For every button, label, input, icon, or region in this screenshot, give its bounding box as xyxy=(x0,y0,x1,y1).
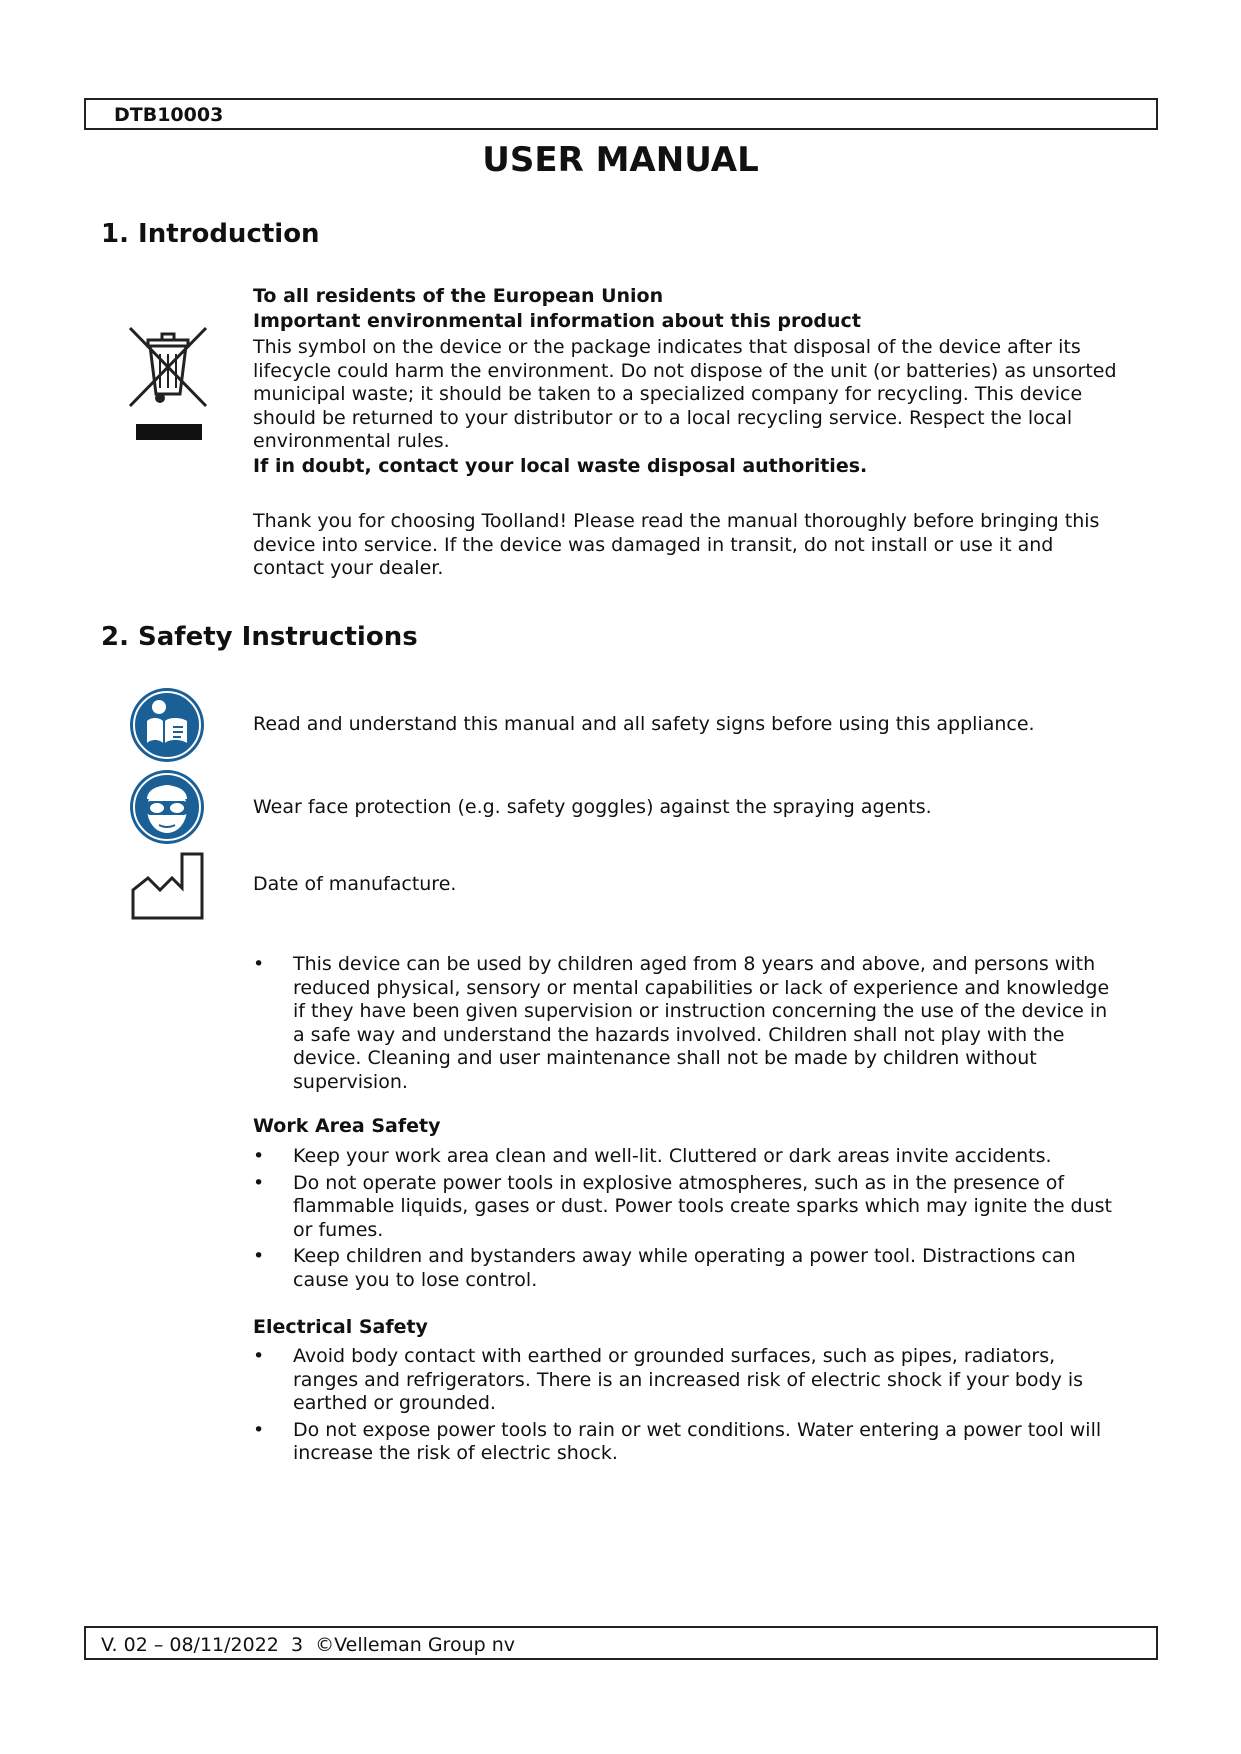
doubt-notice: If in doubt, contact your local waste disposal authorities. xyxy=(253,455,868,477)
children-bullet-list xyxy=(253,953,1123,1094)
symbol-text-face-protection: Wear face protection (e.g. safety goggles) against the spraying agents. xyxy=(253,796,932,818)
work-area-list xyxy=(253,1145,1123,1292)
thanks-text: Thank you for choosing Toolland! Please read the manual thoroughly before bringing this device into service. If the device was damaged in transit, do not install or use it and contact your dealer. xyxy=(253,510,1100,579)
face-protection-icon xyxy=(129,769,205,845)
electrical-list xyxy=(253,1345,1123,1466)
list-item: • Do not expose power tools to rain or wet conditions. Water entering a power tool will increase the risk of electric shock. xyxy=(253,1419,1123,1466)
list-item: • Do not operate power tools in explosive atmospheres, such as in the presence of flammable liquids, gases or dust. Power tools create sparks which may ignite the dust or fumes. xyxy=(253,1172,1123,1243)
electrical-title: Electrical Safety xyxy=(253,1316,428,1338)
intro-heading: 1. Introduction xyxy=(101,219,320,249)
weee-bin-icon xyxy=(126,324,210,442)
environment-title: Important environmental information about this product xyxy=(253,310,861,332)
environment-text: This symbol on the device or the package indicates that disposal of the device after its lifecycle could harm the environment. Do not dispose of the unit (or batteries) as unsorted municipal waste; it should be taken to a specialized company for recycling. This device should be returned to your distributor or to a local recycling service. Respect the local environmental rules. xyxy=(253,336,1117,452)
manufacture-date-icon xyxy=(130,850,206,920)
list-item: • Keep your work area clean and well-lit. Cluttered or dark areas invite accidents. xyxy=(253,1145,1123,1169)
symbol-text-read-manual: Read and understand this manual and all safety signs before using this appliance. xyxy=(253,713,1035,735)
footer-text: V. 02 – 08/11/2022 3 ©Velleman Group nv xyxy=(101,1634,516,1656)
list-item: • This device can be used by children aged from 8 years and above, and persons with reduced physical, sensory or mental capabilities or lack of experience and knowledge if they have been given supervision or instruction concerning the use of the device in a safe way and understand the hazards involved. Children shall not play with the device. Cleaning and user maintenance shall not be made by children without supervision. xyxy=(253,953,1123,1094)
work-area-title: Work Area Safety xyxy=(253,1115,441,1137)
eu-residents-title: To all residents of the European Union xyxy=(253,285,664,307)
symbol-text-manufacture-date: Date of manufacture. xyxy=(253,873,457,895)
list-item: • Keep children and bystanders away while operating a power tool. Distractions can cause you to lose control. xyxy=(253,1245,1123,1292)
page-title: USER MANUAL xyxy=(482,140,759,180)
header-box xyxy=(84,98,1158,130)
read-manual-icon xyxy=(129,687,205,763)
footer-box xyxy=(84,1626,1158,1660)
safety-heading: 2. Safety Instructions xyxy=(101,622,418,652)
model-number: DTB10003 xyxy=(114,104,224,126)
list-item: • Avoid body contact with earthed or grounded surfaces, such as pipes, radiators, ranges and refrigerators. There is an increased risk of electric shock if your body is earthed or grounded. xyxy=(253,1345,1123,1416)
